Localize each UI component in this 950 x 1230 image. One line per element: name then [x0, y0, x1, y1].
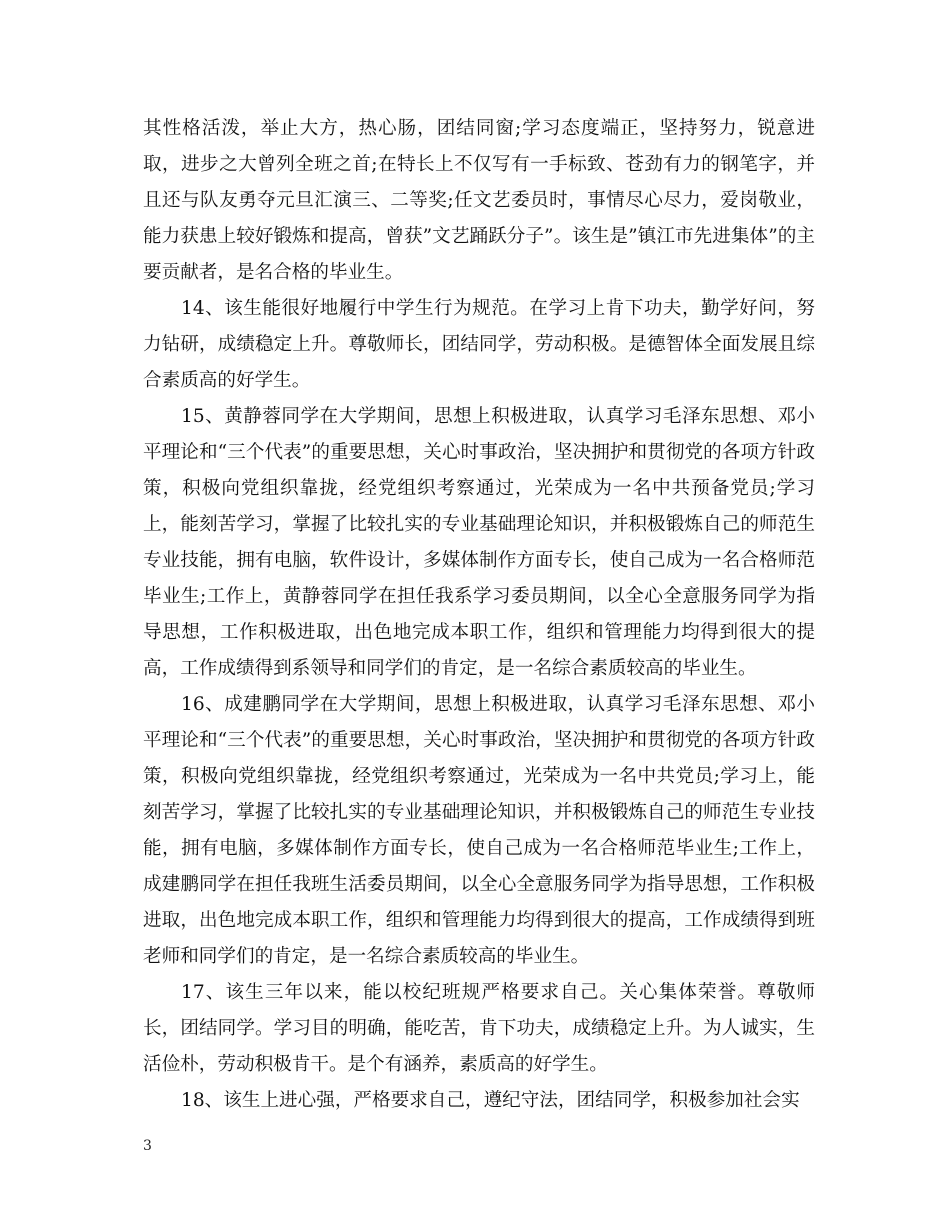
- document-body: [143, 111, 815, 1119]
- page-number: 3: [143, 1138, 152, 1154]
- paragraph-17: 17、该生三年以来，能以校纪班规严格要求自己。关心集体荣誉。尊敬师长，团结同学。学习目的明确，能吃苦，肯下功夫，成绩稳定上升。为人诚实，生活俭朴，劳动积极肯干。是个有涵养，素质高的好学生。: [143, 982, 815, 1075]
- paragraph-continued: 其性格活泼，举止大方，热心肠，团结同窗;学习态度端正，坚持努力，锐意进取，进步之大曾列全班之首;在特长上不仅写有一手标致、苍劲有力的钢笔字，并且还与队友勇夺元旦汇演三、二等奖;任文艺委员时，事情尽心尽力，爱岗敬业，能力获患上较好锻炼和提高，曾获”文艺踊跃分子”。该生是”镇江市先进集体”的主要贡献者，是名合格的毕业生。: [143, 118, 815, 283]
- paragraph-16: 16、成建鹏同学在大学期间，思想上积极进取，认真学习毛泽东思想、邓小平理论和“三个代表”的重要思想，关心时事政治，坚决拥护和贯彻党的各项方针政策，积极向党组织靠拢，经党组织考察通过，光荣成为一名中共党员;学习上，能刻苦学习，掌握了比较扎实的专业基础理论知识，并积极锻炼自己的师范生专业技能，拥有电脑，多媒体制作方面专长，使自己成为一名合格师范毕业生;工作上，成建鹏同学在担任我班生活委员期间，以全心全意服务同学为指导思想，工作积极进取，出色地完成本职工作，组织和管理能力均得到很大的提高，工作成绩得到班老师和同学们的肯定，是一名综合素质较高的毕业生。: [143, 694, 815, 967]
- paragraph-14: 14、该生能很好地履行中学生行为规范。在学习上肯下功夫，勤学好问，努力钻研，成绩稳定上升。尊敬师长，团结同学，劳动积极。是德智体全面发展且综合素质高的好学生。: [143, 298, 815, 391]
- paragraph-15: 15、黄静蓉同学在大学期间，思想上积极进取，认真学习毛泽东思想、邓小平理论和“三个代表”的重要思想，关心时事政治，坚决拥护和贯彻党的各项方针政策，积极向党组织靠拢，经党组织考察通过，光荣成为一名中共预备党员;学习上，能刻苦学习，掌握了比较扎实的专业基础理论知识，并积极锻炼自己的师范生专业技能，拥有电脑，软件设计，多媒体制作方面专长，使自己成为一名合格师范毕业生;工作上，黄静蓉同学在担任我系学习委员期间，以全心全意服务同学为指导思想，工作积极进取，出色地完成本职工作，组织和管理能力均得到很大的提高，工作成绩得到系领导和同学们的肯定，是一名综合素质较高的毕业生。: [143, 406, 815, 679]
- paragraph-18: 18、该生上进心强，严格要求自己，遵纪守法，团结同学，积极参加社会实: [181, 1090, 800, 1111]
